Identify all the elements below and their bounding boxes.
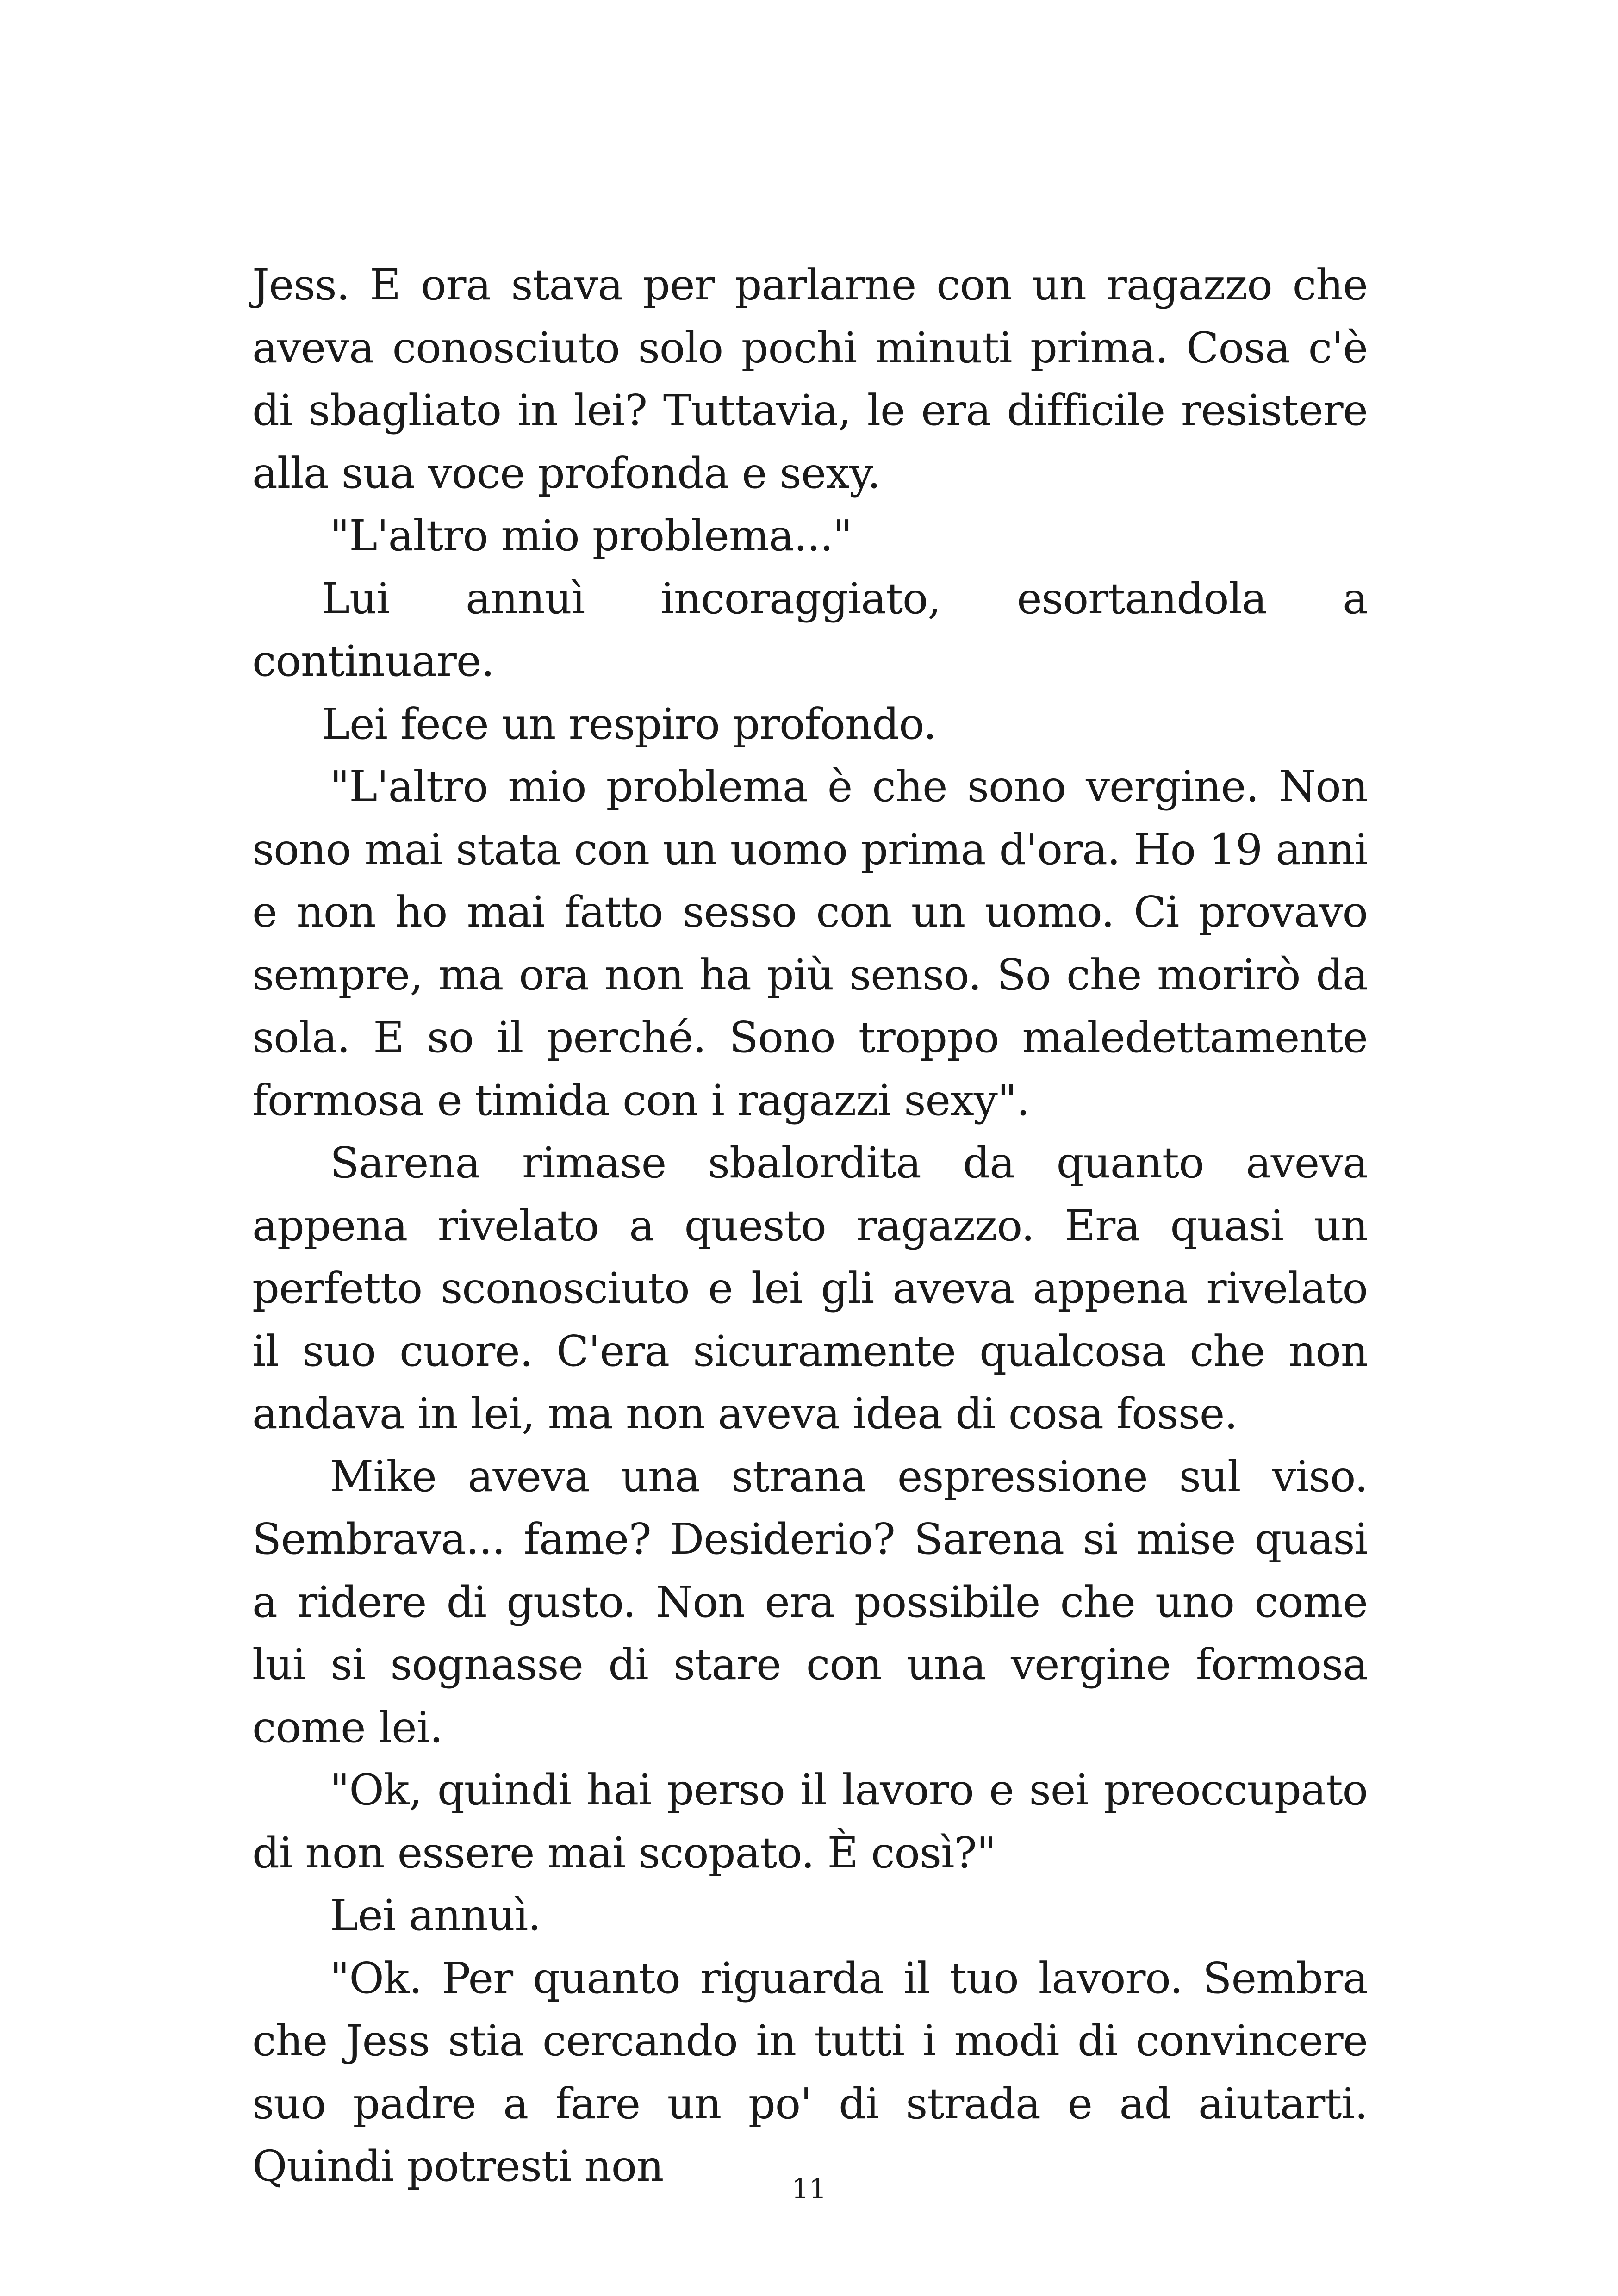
paragraph: "Ok. Per quanto riguarda il tuo lavoro. Sembra che Jess stia cercando in tutti i modi di convincere suo padre a fare un po' di strada e ad aiutarti. Quindi potresti non	[252, 1953, 1368, 2191]
paragraph: "L'altro mio problema è che sono vergine. Non sono mai stata con un uomo prima d'ora. Ho 19 anni e non ho mai fatto sesso con un uomo. Ci provavo sempre, ma ora non ha più senso. So che morirò da sola. E so il perché. Sono troppo maledettamente formosa e timida con i ragazzi sexy".	[252, 762, 1368, 1125]
paragraph: Mike aveva una strana espressione sul viso. Sembrava... fame? Desiderio? Sarena si mise quasi a ridere di gusto. Non era possibile che uno come lui si sognasse di stare con una vergine formosa come lei.	[252, 1451, 1368, 1752]
paragraph: Lei annuì.	[330, 1891, 541, 1940]
page-number: 11	[791, 2173, 827, 2205]
paragraph: Jess. E ora stava per parlarne con un ragazzo che aveva conosciuto solo pochi minuti prima. Cosa c'è di sbagliato in lei? Tuttavia, le era difficile resistere alla sua voce profonda e sexy.	[252, 260, 1368, 498]
paragraph: "Ok, quindi hai perso il lavoro e sei preoccupato di non essere mai scopato. È così?"	[252, 1765, 1368, 1878]
paragraph: Lei fece un respiro profondo.	[322, 699, 937, 749]
page-body-text	[252, 254, 1368, 2198]
paragraph: Sarena rimase sbalordita da quanto aveva appena rivelato a questo ragazzo. Era quasi un perfetto sconosciuto e lei gli aveva appena rivelato il suo cuore. C'era sicuramente qualcosa che non andava in lei, ma non aveva idea di cosa fosse.	[252, 1138, 1368, 1438]
paragraph: Lui annuì incoraggiato, esortandola a continuare.	[252, 573, 1368, 686]
paragraph: "L'altro mio problema..."	[330, 511, 853, 560]
